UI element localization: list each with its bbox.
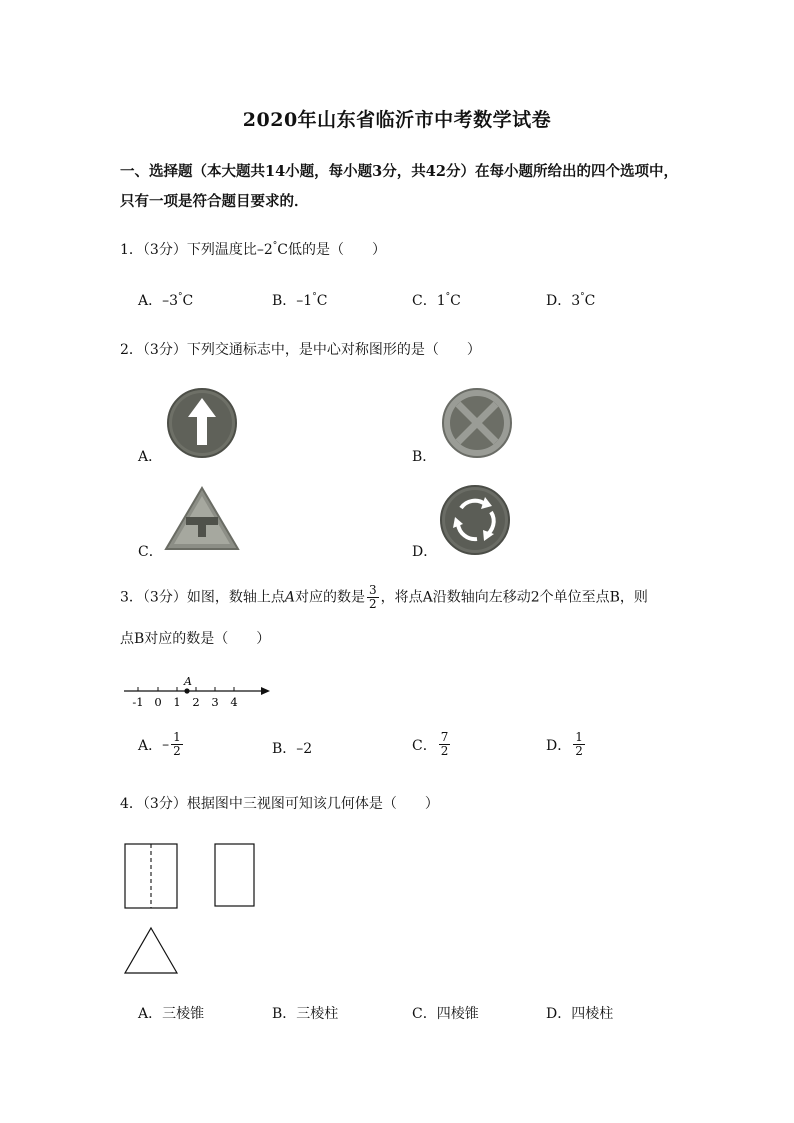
degree-mark: ° [580, 292, 585, 302]
axis-tick-label: 1 [173, 695, 181, 709]
number-line [118, 670, 278, 710]
side-view [215, 844, 254, 906]
question-2-stem: 2．（3分）下列交通标志中，是中心对称图形的是（ ） [120, 342, 481, 358]
q3-option-c[interactable] [412, 731, 452, 758]
q4-option-b[interactable] [272, 1003, 338, 1023]
sign-t-junction-icon[interactable] [164, 486, 240, 552]
question-4-stem: 4．（3分）根据图中三视图可知该几何体是（ ） [120, 796, 439, 812]
option-value: –3 [162, 293, 179, 309]
question-3-stem-line2: 点B对应的数是（ ） [120, 631, 271, 647]
option-label: A． [138, 293, 163, 309]
option-label: C． [412, 737, 437, 754]
q3-option-b[interactable] [272, 738, 312, 758]
q1-option-b[interactable] [272, 290, 327, 310]
fraction-denominator: 2 [173, 744, 181, 758]
option-fraction [171, 731, 183, 758]
fraction-denominator: 2 [368, 597, 377, 611]
option-label: C． [412, 1006, 437, 1022]
option-value: 四棱柱 [571, 1006, 614, 1022]
sign-roundabout-icon[interactable] [439, 484, 511, 556]
q2-option-b-label[interactable]: B． [412, 449, 437, 465]
q1-option-a[interactable] [138, 290, 193, 310]
option-unit: C [450, 293, 461, 309]
q4-option-c[interactable] [412, 1003, 479, 1023]
fraction-numerator: 7 [440, 730, 449, 744]
option-label: B． [272, 1006, 297, 1022]
q1-option-c[interactable] [412, 290, 461, 310]
q2-option-c-label[interactable]: C． [138, 544, 163, 560]
option-unit: C [584, 293, 596, 309]
q2-option-a-label[interactable]: A． [138, 449, 163, 465]
option-label: A． [138, 1006, 163, 1022]
option-value: 3 [571, 293, 581, 309]
fraction-denominator: 2 [575, 744, 583, 758]
fraction-numerator: 3 [368, 583, 377, 597]
q4-option-a[interactable] [138, 1003, 204, 1023]
q3-option-d[interactable] [546, 731, 587, 758]
option-value: 1 [436, 293, 446, 309]
option-sign: – [162, 736, 170, 753]
degree-mark: ° [272, 241, 278, 251]
option-label: D． [546, 293, 572, 309]
axis-tick-label: 2 [192, 695, 200, 709]
option-unit: C [182, 293, 194, 309]
q1-stem-value: –2 [256, 242, 273, 258]
three-view-figure [120, 838, 310, 978]
point-a-dot [184, 688, 189, 693]
q1-stem-post: 低的是（ ） [287, 242, 386, 258]
axis-point-label: A [184, 675, 192, 688]
option-value: 三棱柱 [296, 1006, 339, 1022]
option-unit: C [316, 293, 328, 309]
option-value: 三棱锥 [162, 1006, 205, 1022]
option-label: B． [272, 293, 297, 309]
option-label: A． [138, 737, 163, 754]
sign-no-stopping-icon[interactable] [440, 387, 514, 459]
axis-tick-label: 0 [154, 695, 162, 709]
option-value: –2 [296, 741, 313, 757]
q3-point-a: A [284, 589, 295, 606]
fraction-numerator: 1 [575, 730, 583, 744]
option-label: D． [546, 1006, 572, 1022]
question-3-stem [120, 584, 648, 611]
q3-stem-pre: 3．（3分）如图，数轴上点 [120, 589, 285, 606]
q3-option-a[interactable] [138, 731, 185, 758]
option-fraction [439, 731, 451, 758]
q1-stem-pre: 1．（3分）下列温度比 [120, 242, 257, 258]
option-label: B． [272, 741, 297, 757]
fraction-numerator: 1 [173, 730, 181, 744]
option-fraction [573, 731, 585, 758]
q4-option-d[interactable] [546, 1003, 613, 1023]
option-value: –1 [296, 293, 313, 309]
section-header: 一、选择题（本大题共14小题，每小题3分，共42分）在每小题所给出的四个选项中，只有一项是符合题目要求的． [120, 163, 678, 210]
q2-option-d-label[interactable]: D． [412, 544, 438, 560]
degree-mark: ° [312, 292, 317, 302]
q1-stem-unit: C [277, 242, 288, 258]
question-1-stem [120, 239, 386, 259]
axis-tick-label: 4 [230, 695, 238, 709]
q3-fraction [367, 584, 379, 611]
degree-mark: ° [445, 292, 451, 302]
top-view [125, 928, 177, 973]
q1-option-d[interactable] [546, 290, 595, 310]
sign-up-arrow-icon[interactable] [166, 387, 238, 459]
q3-stem-mid: 对应的数是 [294, 589, 365, 606]
axis-tick-label: 3 [211, 695, 219, 709]
degree-mark: ° [178, 292, 183, 302]
q3-stem-post: ，将点A沿数轴向左移动2个单位至点B，则 [380, 589, 648, 606]
option-label: C． [412, 293, 437, 309]
axis-tick-label: -1 [132, 695, 144, 709]
page-title: 2020年山东省临沂市中考数学试卷 [242, 109, 552, 131]
option-label: D． [546, 737, 572, 754]
fraction-denominator: 2 [440, 744, 449, 758]
option-value: 四棱锥 [436, 1006, 479, 1022]
